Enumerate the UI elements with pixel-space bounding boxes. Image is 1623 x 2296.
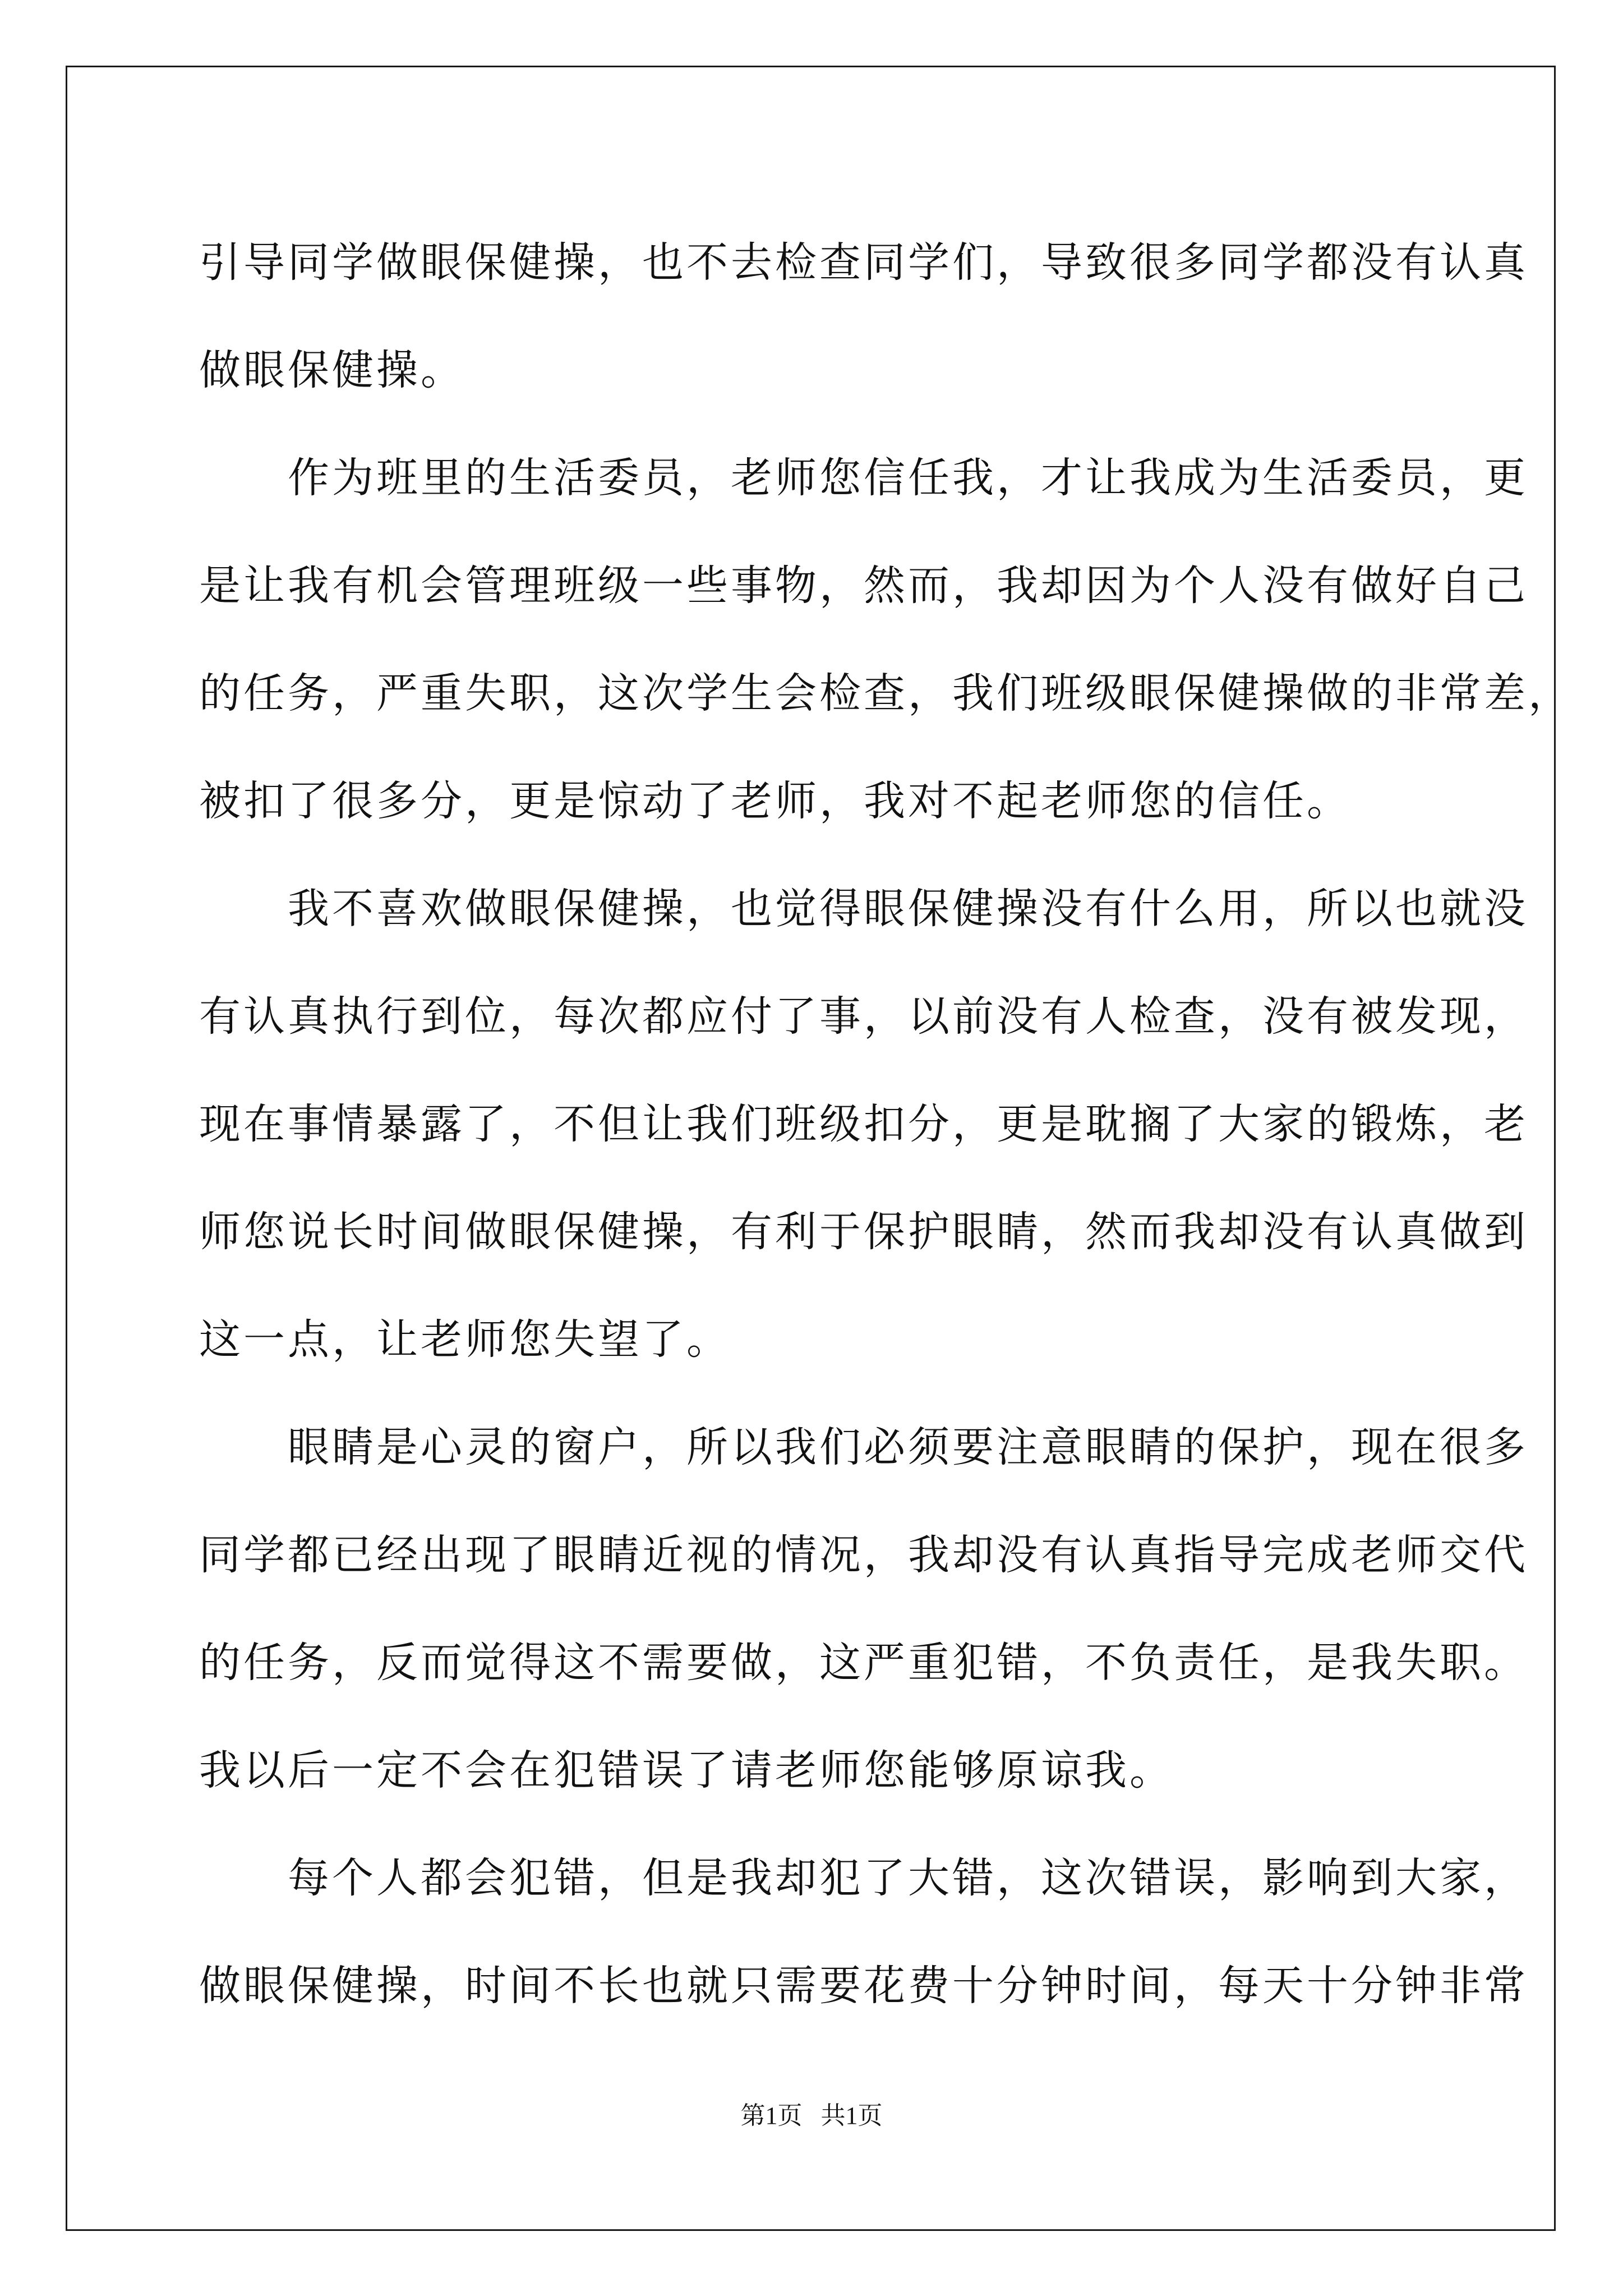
text-line: 作为班里的生活委员，老师您信任我，才让我成为生活委员，更 [199,454,1528,502]
text-line: 眼睛是心灵的窗户，所以我们必须要注意眼睛的保护，现在很多 [199,1423,1528,1471]
text-line: 这一点，让老师您失望了。 [199,1315,731,1364]
text-line: 有认真执行到位，每次都应付了事，以前没有人检查，没有被发现， [199,992,1528,1041]
text-line: 是让我有机会管理班级一些事物，然而，我却因为个人没有做好自己 [199,562,1528,610]
text-line: 师您说长时间做眼保健操，有利于保护眼睛，然而我却没有认真做到 [199,1208,1528,1256]
text-line: 做眼保健操，时间不长也就只需要花费十分钟时间，每天十分钟非常 [199,1962,1528,2010]
text-line: 现在事情暴露了，不但让我们班级扣分，更是耽搁了大家的锻炼，老 [199,1100,1528,1148]
text-line: 每个人都会犯错，但是我却犯了大错，这次错误，影响到大家， [199,1854,1528,1902]
text-line: 做眼保健操。 [199,346,465,394]
text-line: 的任务，严重失职，这次学生会检查，我们班级眼保健操做的非常差， [199,669,1573,717]
text-line: 我不喜欢做眼保健操，也觉得眼保健操没有什么用，所以也就没 [199,885,1528,933]
page-footer: 第1页 共1页 [740,2102,883,2129]
text-line: 我以后一定不会在犯错误了请老师您能够原谅我。 [199,1746,1174,1795]
text-line: 被扣了很多分，更是惊动了老师，我对不起老师您的信任。 [199,777,1351,825]
document-body [199,209,1573,2040]
text-line: 的任务，反而觉得这不需要做，这严重犯错，不负责任，是我失职。 [199,1639,1528,1687]
text-line: 同学都已经出现了眼睛近视的情况，我却没有认真指导完成老师交代 [199,1531,1528,1579]
text-line: 引导同学做眼保健操，也不去检查同学们，导致很多同学都没有认真 [199,238,1528,287]
